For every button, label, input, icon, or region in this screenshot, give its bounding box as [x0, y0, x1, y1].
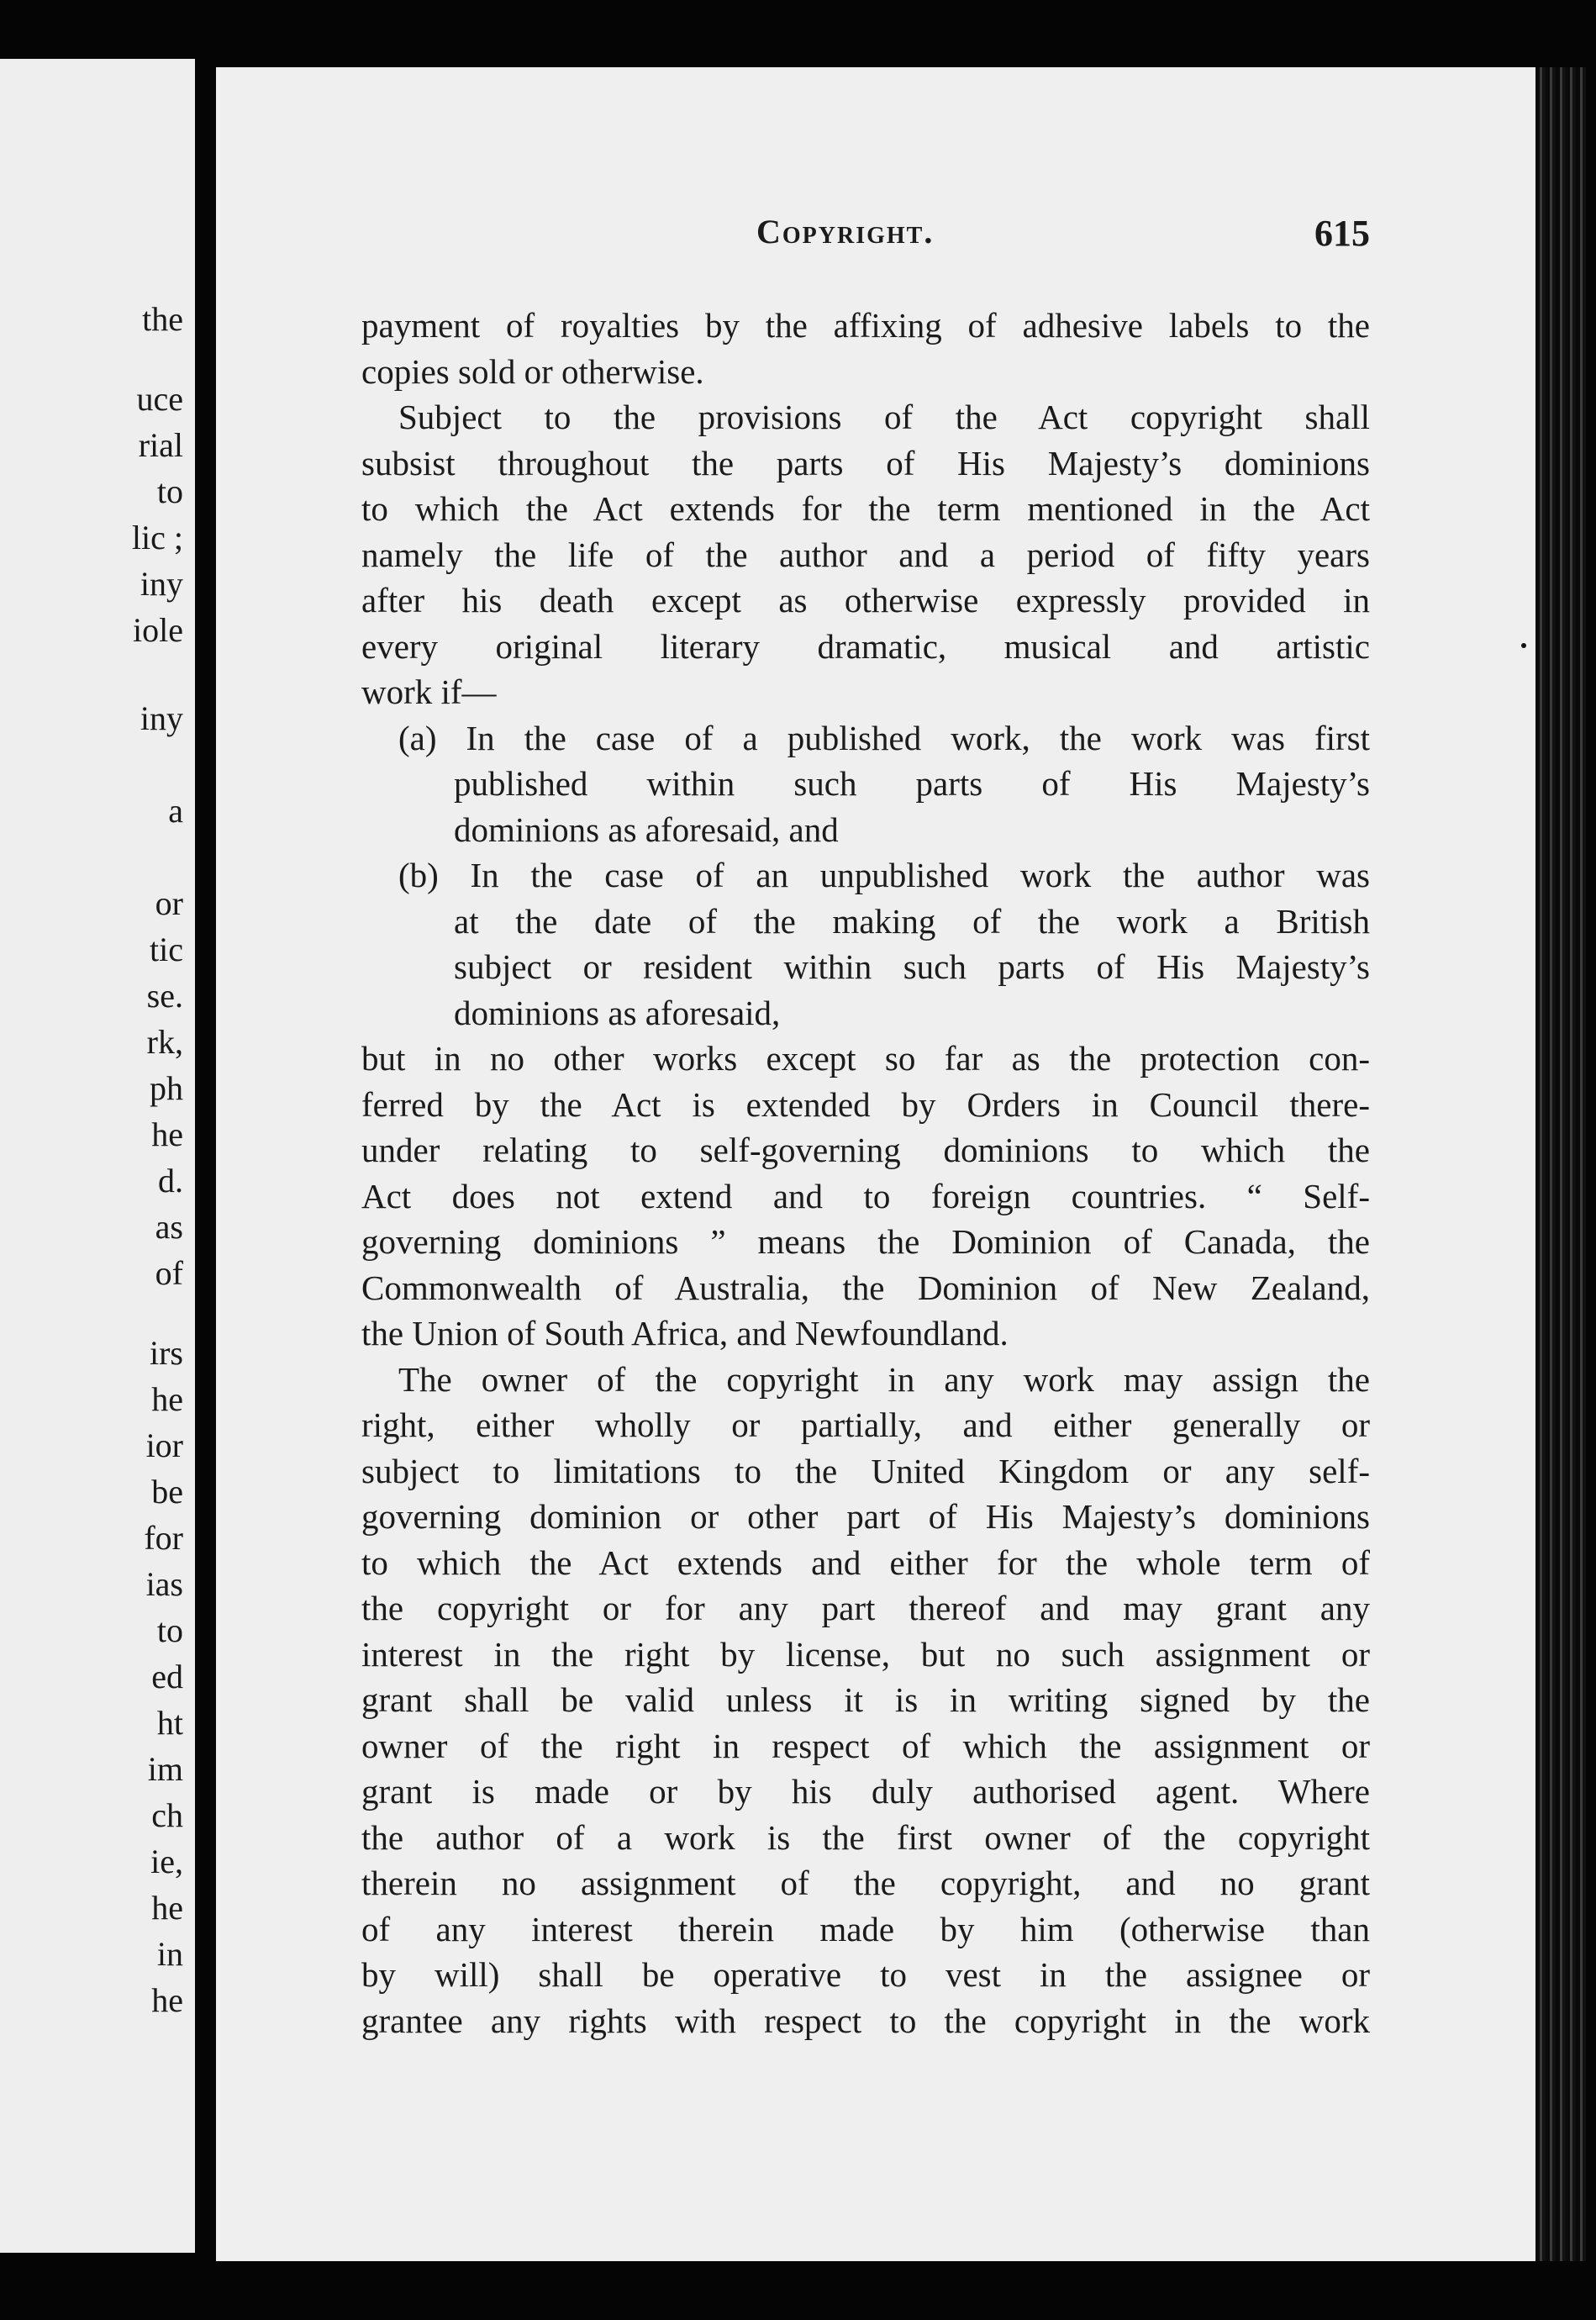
left-page-fragment: uce [136, 380, 183, 418]
text-line: copies sold or otherwise. [361, 351, 704, 391]
left-page-fragment: im [147, 1750, 183, 1788]
left-facing-page [0, 59, 195, 2253]
text-line: subject or resident within such parts of His Majesty’s [454, 947, 1370, 986]
left-page-fragment: d. [158, 1162, 183, 1200]
text-line: The owner of the copyright in any work may assign the [398, 1359, 1370, 1399]
text-line: to which the Act extends for the term mentioned in the Act [361, 489, 1370, 528]
left-page-fragment: to [156, 1611, 183, 1649]
text-line: Commonwealth of Australia, the Dominion of New Zealand, [361, 1268, 1370, 1307]
text-line: the copyright or for any part thereof and may grant any [361, 1589, 1370, 1627]
left-page-fragment: ed [151, 1658, 183, 1695]
text-line: dominions as aforesaid, [454, 993, 781, 1032]
left-page-fragment: he [151, 1380, 183, 1418]
text-line: right, either wholly or partially, and either generally or [361, 1405, 1370, 1444]
left-page-fragment: ph [150, 1069, 183, 1107]
list-item-b: (b) In the case of an unpublished work the author was [398, 856, 1370, 894]
left-page-fragment: irs [150, 1334, 183, 1372]
text-line: by will) shall be operative to vest in the assignee or [361, 1955, 1370, 1994]
text-line: grant shall be valid unless it is in writing signed by the [361, 1680, 1370, 1719]
left-page-fragment: or [155, 884, 183, 922]
text-line: published within such parts of His Majesty’s [454, 764, 1370, 803]
text-line: namely the life of the author and a period of fifty years [361, 535, 1370, 574]
left-page-fragment: rk, [146, 1023, 183, 1061]
left-page-fragment: iny [140, 565, 183, 603]
text-line: every original literary dramatic, musical and artistic [361, 626, 1370, 666]
text-line: interest in the right by license, but no such assignment or [361, 1634, 1370, 1674]
left-page-fragment: lic ; [131, 519, 183, 556]
left-page-fragment: rial [138, 426, 183, 464]
left-page-fragment: ht [156, 1704, 183, 1742]
left-page-fragment: for [144, 1519, 183, 1557]
left-page-fragment: the [142, 300, 183, 338]
text-line: under relating to self-governing dominions to which the [361, 1131, 1370, 1169]
left-page-fragment: he [151, 1115, 183, 1153]
text-line: owner of the right in respect of which the assignment or [361, 1726, 1370, 1765]
text-line: grantee any rights with respect to the copyright in the work [361, 2001, 1370, 2040]
text-line: but in no other works except so far as the protection con- [361, 1039, 1370, 1078]
page-header [756, 212, 1370, 262]
left-page-fragment: be [151, 1473, 183, 1511]
text-line: grant is made or by his duly authorised agent. Where [361, 1772, 1370, 1811]
text-line: Subject to the provisions of the Act copyright shall [398, 398, 1370, 436]
left-page-fragment: in [156, 1935, 183, 1973]
text-line: governing dominions ” means the Dominion of Canada, the [361, 1222, 1370, 1261]
left-page-fragment: a [168, 792, 183, 830]
text-line: work if— [361, 672, 497, 711]
left-page-fragment: ie, [150, 1843, 183, 1880]
left-page-fragment: tic [150, 931, 183, 968]
text-line: Act does not extend and to foreign countries. “ Self- [361, 1176, 1370, 1215]
left-page-fragment: as [155, 1208, 183, 1246]
text-line: governing dominion or other part of His Majesty’s dominions [361, 1497, 1370, 1536]
left-page-fragment: of [155, 1254, 183, 1292]
left-page-fragment: ior [145, 1426, 183, 1464]
page-edge-shadow [1535, 67, 1586, 2261]
left-page-fragment: ias [145, 1565, 183, 1603]
text-line: subject to limitations to the United Kingdom or any self- [361, 1451, 1370, 1490]
left-page-fragment: iny [140, 699, 183, 737]
left-page-fragment: ch [151, 1796, 183, 1834]
list-item-a: (a) In the case of a published work, the work was first [398, 718, 1370, 757]
running-head: Copyright. [756, 213, 935, 250]
text-line: therein no assignment of the copyright, and no grant [361, 1864, 1370, 1902]
text-line: ferred by the Act is extended by Orders in Council there- [361, 1084, 1370, 1124]
text-line: the Union of South Africa, and Newfoundland. [361, 1314, 1009, 1352]
left-page-fragment: he [151, 1981, 183, 2019]
text-line: payment of royalties by the affixing of adhesive labels to the [361, 306, 1370, 345]
scan-speck [1521, 643, 1526, 648]
text-line: after his death except as otherwise expressly provided in [361, 581, 1370, 620]
text-line: of any interest therein made by him (otherwise than [361, 1909, 1370, 1948]
left-page-fragment: to [156, 472, 183, 510]
left-page-fragment: iole [133, 611, 183, 649]
text-line: dominions as aforesaid, and [454, 809, 839, 849]
text-line: at the date of the making of the work a British [454, 901, 1370, 941]
body-text [361, 303, 1370, 2043]
page-number: 615 [1314, 213, 1370, 254]
text-line: to which the Act extends and either for the whole term of [361, 1542, 1370, 1582]
text-line: the author of a work is the first owner of the copyright [361, 1817, 1370, 1857]
left-page-fragment: se. [146, 977, 183, 1015]
text-line: subsist throughout the parts of His Majesty’s dominions [361, 443, 1370, 482]
left-page-fragment: he [151, 1889, 183, 1927]
